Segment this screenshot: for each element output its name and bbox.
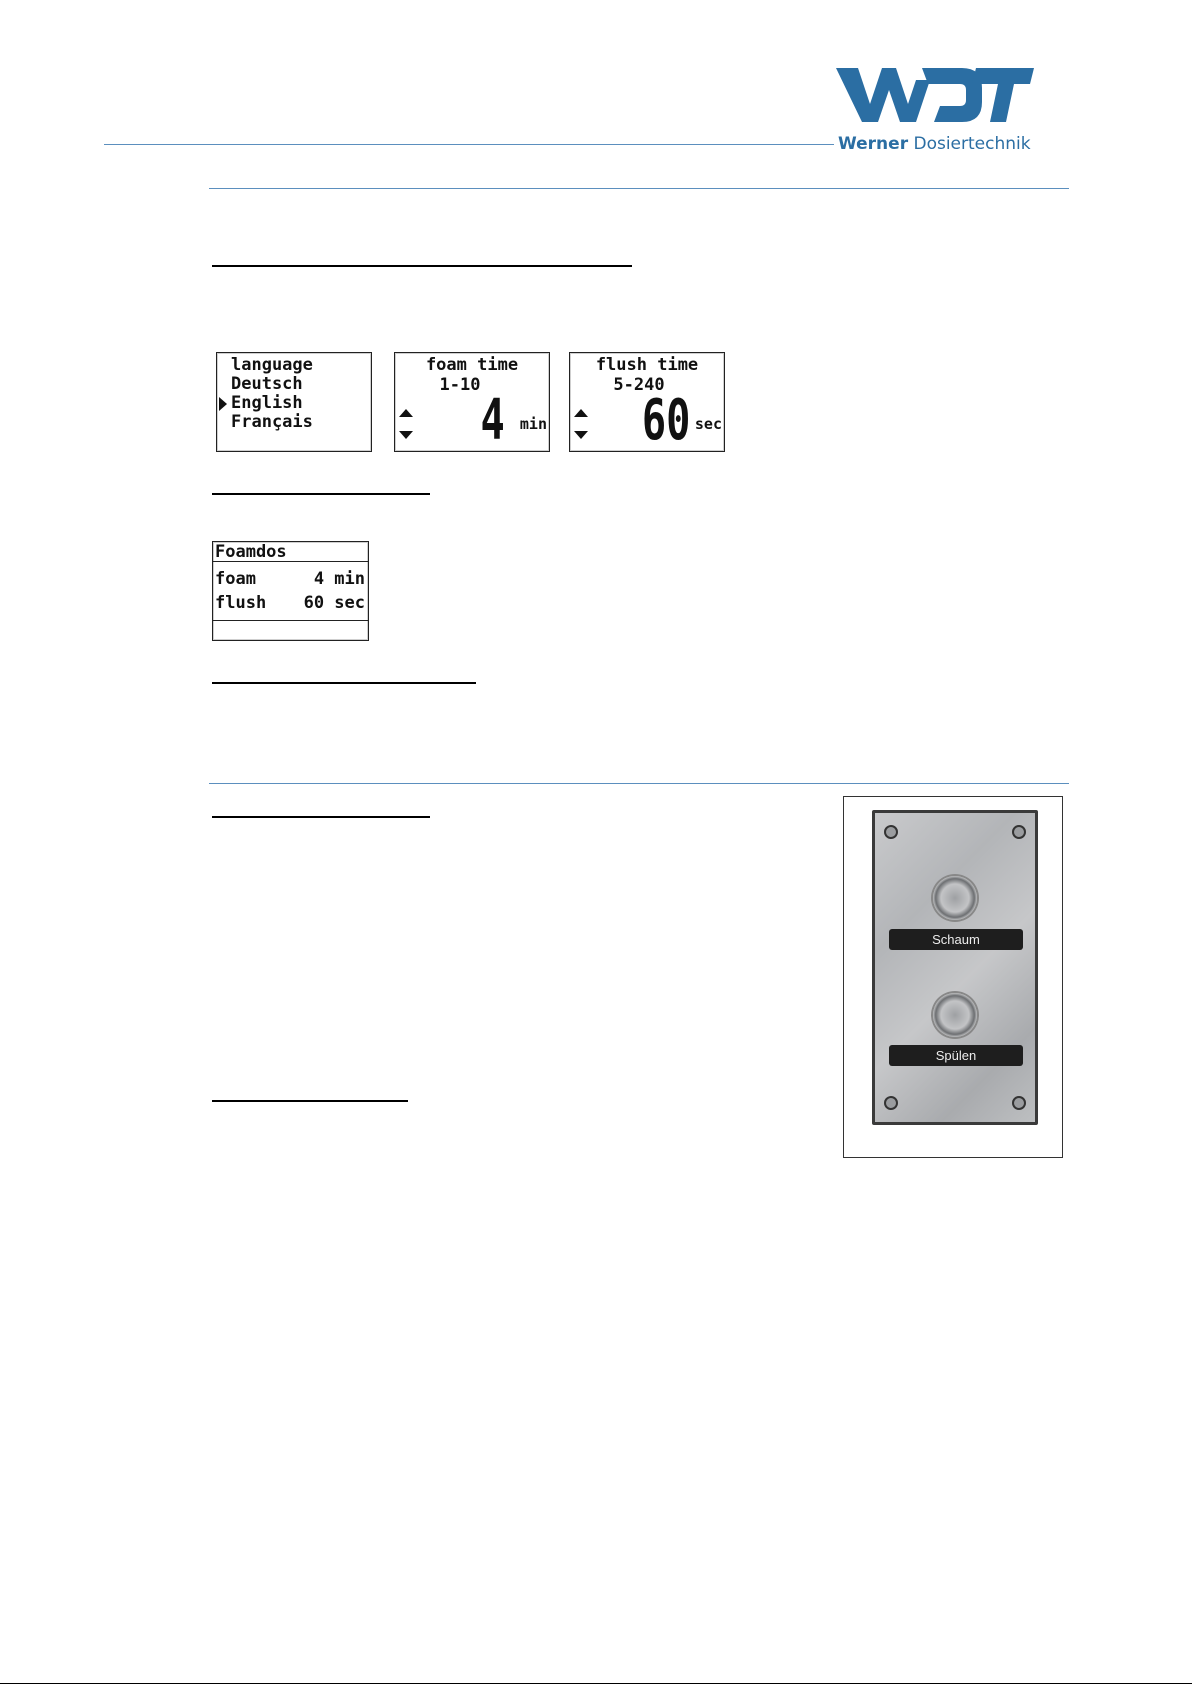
lcd-flush-value: 60 — [641, 388, 690, 453]
lcd-language-option-deutsch[interactable]: Deutsch — [231, 374, 303, 394]
heading-underline-2 — [212, 493, 430, 495]
lcd-status-foam-value: 4 min — [313, 569, 365, 589]
page-bottom-rule — [0, 1683, 1192, 1684]
heading-underline-1 — [212, 265, 632, 267]
flush-button-label: Spülen — [889, 1045, 1023, 1066]
lcd-foam-title: foam time — [425, 355, 519, 375]
lcd-flush-time — [569, 352, 725, 452]
screw-icon — [884, 1096, 898, 1110]
lcd-foam-value: 4 — [480, 388, 505, 453]
lcd-status-divider — [213, 561, 368, 562]
brand-name — [838, 134, 1058, 154]
screw-icon — [884, 825, 898, 839]
control-panel-plate — [872, 810, 1038, 1125]
header-rule — [104, 144, 834, 145]
arrow-up-icon[interactable] — [574, 409, 588, 417]
lcd-status-foam-label: foam — [215, 569, 256, 589]
lcd-language-title: language — [231, 355, 313, 375]
lcd-status-footer-divider — [213, 620, 368, 621]
control-panel-photo — [843, 796, 1063, 1158]
foam-push-button[interactable] — [933, 876, 977, 920]
heading-underline-3 — [212, 682, 476, 684]
screw-icon — [1012, 825, 1026, 839]
lcd-status-title: Foamdos — [215, 542, 287, 562]
arrow-up-icon[interactable] — [399, 409, 413, 417]
lcd-flush-range: 5-240 — [613, 375, 665, 395]
lcd-foam-time — [394, 352, 550, 452]
lcd-status-screen — [212, 541, 369, 641]
section-rule-top — [209, 188, 1069, 189]
flush-push-button[interactable] — [933, 993, 977, 1037]
section-rule-middle — [209, 783, 1069, 784]
lcd-language-option-english[interactable]: English — [231, 393, 303, 413]
lcd-language-menu — [216, 352, 372, 452]
heading-underline-4 — [212, 816, 430, 818]
screw-icon — [1012, 1096, 1026, 1110]
heading-underline-5 — [212, 1100, 408, 1102]
lcd-foam-unit: min — [519, 415, 547, 433]
selection-marker-icon — [219, 397, 227, 411]
foam-button-label: Schaum — [889, 929, 1023, 950]
lcd-status-flush-value: 60 sec — [303, 593, 365, 613]
lcd-flush-title: flush time — [595, 355, 699, 375]
lcd-flush-unit: sec — [694, 415, 722, 433]
arrow-down-icon[interactable] — [574, 431, 588, 439]
lcd-status-flush-label: flush — [215, 593, 267, 613]
lcd-language-option-francais[interactable]: Français — [231, 412, 313, 432]
wdt-logo-mark — [836, 66, 1036, 126]
lcd-foam-range: 1-10 — [439, 375, 481, 395]
arrow-down-icon[interactable] — [399, 431, 413, 439]
brand-name-bold: Werner — [838, 134, 909, 154]
brand-name-rest: Dosiertechnik — [908, 134, 1031, 154]
